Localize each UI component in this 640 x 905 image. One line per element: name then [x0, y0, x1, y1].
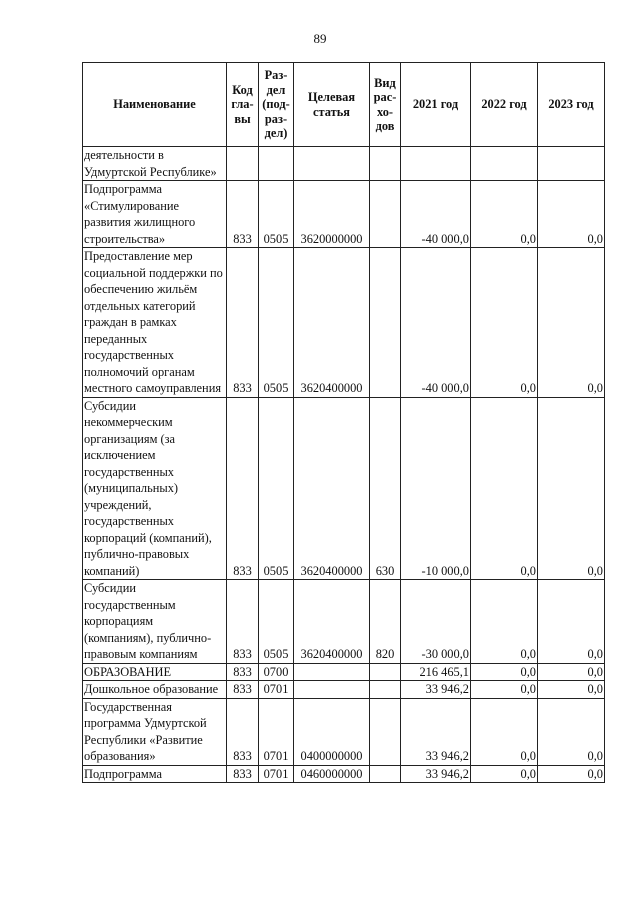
header-section: Раз- дел (под- раз- дел)	[259, 63, 294, 147]
table-row	[83, 248, 605, 398]
cell-name: Предоставление мер социальной поддержки по обеспечению жильём отдельных категорий граждан в рамках переданных государственных полномочий органам местного самоуправления	[83, 248, 227, 398]
table-row	[83, 663, 605, 681]
cell-2023: 0,0	[538, 663, 605, 681]
cell-chapter-code: 833	[227, 681, 259, 699]
cell-2022: 0,0	[471, 681, 538, 699]
cell-2022: 0,0	[471, 397, 538, 580]
cell-2021: -40 000,0	[401, 181, 471, 248]
cell-chapter-code: 833	[227, 698, 259, 765]
cell-2022: 0,0	[471, 580, 538, 664]
header-target-article: Целевая статья	[294, 63, 370, 147]
cell-2021: 33 946,2	[401, 698, 471, 765]
header-year-2023: 2023 год	[538, 63, 605, 147]
cell-name: Субсидии некоммерческим организациям (за исключением государственных (муниципальных) учреждений, государственных корпораций (компаний), публично-правовых компаний)	[83, 397, 227, 580]
cell-expense-type: 630	[370, 397, 401, 580]
cell-2022: 0,0	[471, 663, 538, 681]
cell-chapter-code	[227, 147, 259, 181]
cell-target-article	[294, 681, 370, 699]
cell-2021: 33 946,2	[401, 765, 471, 783]
cell-name: Подпрограмма «Стимулирование развития жилищного строительства»	[83, 181, 227, 248]
cell-target-article	[294, 147, 370, 181]
cell-section	[259, 147, 294, 181]
cell-target-article: 0460000000	[294, 765, 370, 783]
cell-target-article: 3620400000	[294, 248, 370, 398]
cell-section: 0505	[259, 181, 294, 248]
page-number: 89	[313, 31, 327, 46]
cell-name: ОБРАЗОВАНИЕ	[83, 663, 227, 681]
table-row	[83, 698, 605, 765]
table-row	[83, 580, 605, 664]
cell-chapter-code: 833	[227, 248, 259, 398]
cell-chapter-code: 833	[227, 397, 259, 580]
cell-2021	[401, 147, 471, 181]
cell-target-article	[294, 663, 370, 681]
cell-2022: 0,0	[471, 698, 538, 765]
cell-name: Субсидии государственным корпорациям (компаниям), публично-правовым компаниям	[83, 580, 227, 664]
cell-chapter-code: 833	[227, 580, 259, 664]
cell-2023: 0,0	[538, 181, 605, 248]
budget-table	[82, 62, 605, 783]
cell-expense-type	[370, 765, 401, 783]
cell-chapter-code: 833	[227, 765, 259, 783]
cell-2021: 216 465,1	[401, 663, 471, 681]
cell-2021: -10 000,0	[401, 397, 471, 580]
cell-2021: 33 946,2	[401, 681, 471, 699]
header-chapter-code: Код гла- вы	[227, 63, 259, 147]
cell-expense-type	[370, 698, 401, 765]
table-row	[83, 397, 605, 580]
cell-2021: -30 000,0	[401, 580, 471, 664]
cell-expense-type: 820	[370, 580, 401, 664]
cell-2021: -40 000,0	[401, 248, 471, 398]
cell-name: Дошкольное образование	[83, 681, 227, 699]
table-header-row	[83, 63, 605, 147]
cell-2023: 0,0	[538, 397, 605, 580]
cell-target-article: 0400000000	[294, 698, 370, 765]
header-name: Наименование	[83, 63, 227, 147]
table-body	[83, 63, 605, 783]
table-row	[83, 765, 605, 783]
table-row	[83, 181, 605, 248]
cell-expense-type	[370, 147, 401, 181]
cell-expense-type	[370, 681, 401, 699]
cell-2023: 0,0	[538, 580, 605, 664]
cell-2023: 0,0	[538, 248, 605, 398]
cell-section: 0505	[259, 397, 294, 580]
cell-section: 0700	[259, 663, 294, 681]
cell-name: деятельности в Удмуртской Республике»	[83, 147, 227, 181]
cell-section: 0505	[259, 248, 294, 398]
cell-section: 0701	[259, 681, 294, 699]
header-year-2022: 2022 год	[471, 63, 538, 147]
cell-name: Подпрограмма	[83, 765, 227, 783]
cell-target-article: 3620000000	[294, 181, 370, 248]
cell-section: 0701	[259, 765, 294, 783]
cell-expense-type	[370, 181, 401, 248]
cell-chapter-code: 833	[227, 181, 259, 248]
cell-chapter-code: 833	[227, 663, 259, 681]
cell-target-article: 3620400000	[294, 580, 370, 664]
table-row	[83, 147, 605, 181]
cell-target-article: 3620400000	[294, 397, 370, 580]
cell-2022: 0,0	[471, 248, 538, 398]
cell-section: 0701	[259, 698, 294, 765]
header-year-2021: 2021 год	[401, 63, 471, 147]
cell-expense-type	[370, 663, 401, 681]
table-row	[83, 681, 605, 699]
cell-2023: 0,0	[538, 698, 605, 765]
cell-name: Государственная программа Удмуртской Республики «Развитие образования»	[83, 698, 227, 765]
cell-2023: 0,0	[538, 765, 605, 783]
cell-2023: 0,0	[538, 681, 605, 699]
cell-2022: 0,0	[471, 765, 538, 783]
cell-section: 0505	[259, 580, 294, 664]
cell-2023	[538, 147, 605, 181]
cell-2022: 0,0	[471, 181, 538, 248]
header-expense-type: Вид рас- хо- дов	[370, 63, 401, 147]
cell-2022	[471, 147, 538, 181]
cell-expense-type	[370, 248, 401, 398]
